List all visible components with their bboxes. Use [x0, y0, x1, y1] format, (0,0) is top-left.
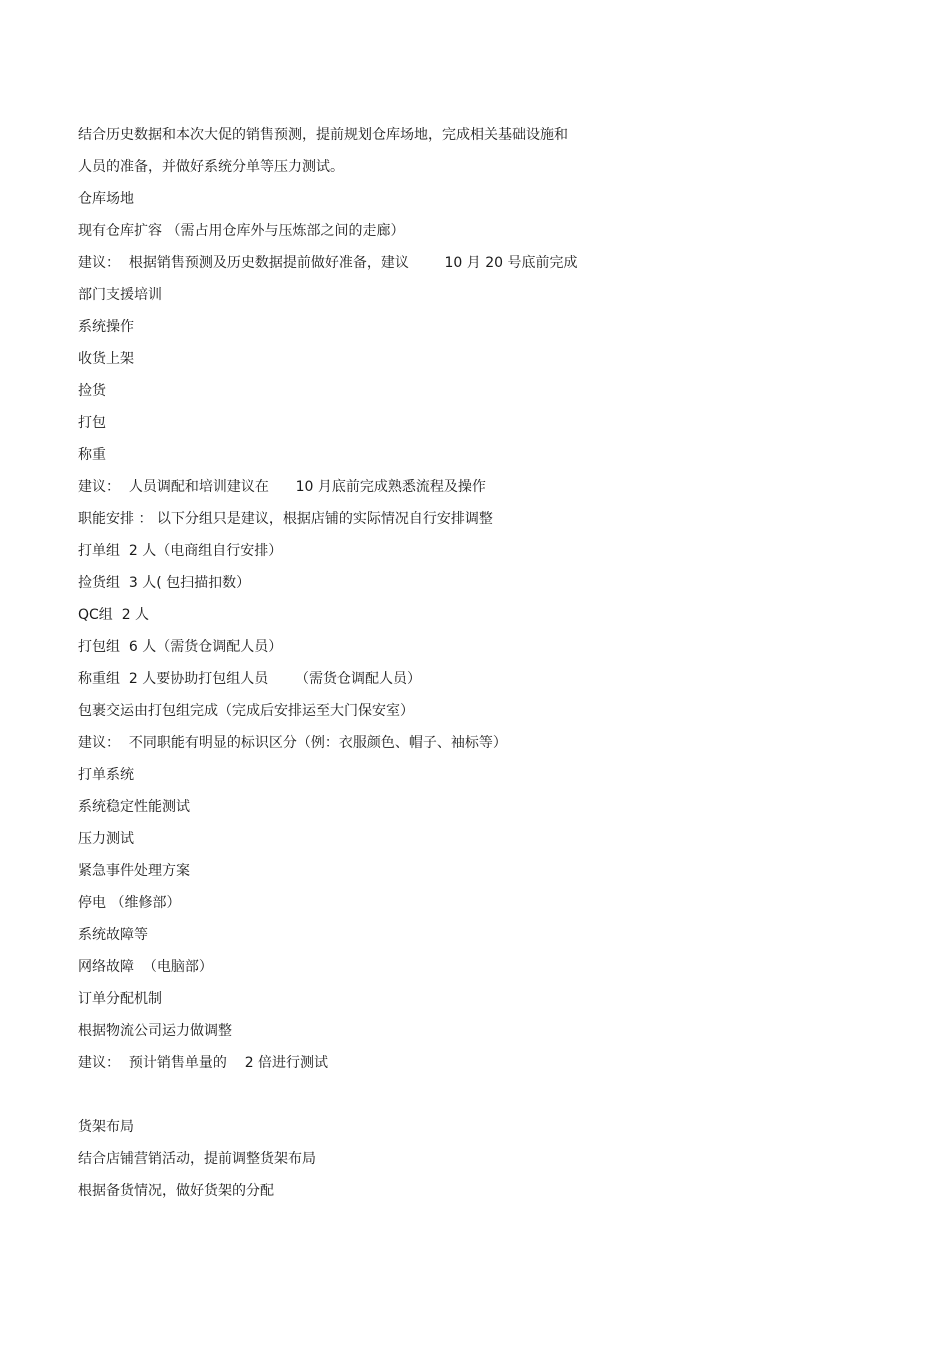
list-item: 网络故障 （电脑部） [78, 959, 213, 975]
text-line: 现有仓库扩容 （需占用仓库外与压炼部之间的走廊） [78, 223, 405, 239]
list-item: 捡货组 3 人( 包扫描扣数） [78, 575, 251, 591]
section-heading: 仓库场地 [78, 191, 134, 207]
list-item: 打包 [78, 415, 106, 431]
list-item: 系统操作 [78, 319, 134, 335]
text-line: 包裹交运由打包组完成（完成后安排运至大门保安室） [78, 703, 414, 719]
suggestion-line: 建议： 不同职能有明显的标识区分（例：衣服颜色、帽子、袖标等） [78, 735, 507, 751]
section-heading: 职能安排 ： 以下分组只是建议，根据店铺的实际情况自行安排调整 [78, 511, 493, 527]
suggestion-line: 建议： 根据销售预测及历史数据提前做好准备，建议 10 月 20 号底前完成 [78, 255, 578, 271]
list-item: 称重 [78, 447, 106, 463]
list-item: 称重组 2 人要协助打包组人员 （需货仓调配人员） [78, 671, 421, 687]
list-item: 打单组 2 人（电商组自行安排） [78, 543, 283, 559]
list-item: 系统稳定性能测试 [78, 799, 190, 815]
list-item: 系统故障等 [78, 927, 148, 943]
suggestion-line: 建议： 预计销售单量的 2 倍进行测试 [78, 1055, 329, 1071]
section-heading: 货架布局 [78, 1119, 134, 1135]
list-item: 捡货 [78, 383, 106, 399]
section-heading: 打单系统 [78, 767, 134, 783]
section-heading: 订单分配机制 [78, 991, 162, 1007]
section-heading: 紧急事件处理方案 [78, 863, 190, 879]
text-line: 根据备货情况，做好货架的分配 [78, 1183, 274, 1199]
suggestion-line: 建议： 人员调配和培训建议在 10 月底前完成熟悉流程及操作 [78, 479, 486, 495]
list-item: 压力测试 [78, 831, 134, 847]
list-item: QC组 2 人 [78, 607, 150, 623]
section-heading: 部门支援培训 [78, 287, 162, 303]
text-line: 人员的准备，并做好系统分单等压力测试。 [78, 159, 344, 175]
text-line: 结合历史数据和本次大促的销售预测，提前规划仓库场地，完成相关基础设施和 [78, 127, 568, 143]
text-line: 结合店铺营销活动，提前调整货架布局 [78, 1151, 316, 1167]
text-line: 根据物流公司运力做调整 [78, 1023, 232, 1039]
list-item: 打包组 6 人（需货仓调配人员） [78, 639, 283, 655]
list-item: 收货上架 [78, 351, 134, 367]
list-item: 停电 （维修部） [78, 895, 181, 911]
